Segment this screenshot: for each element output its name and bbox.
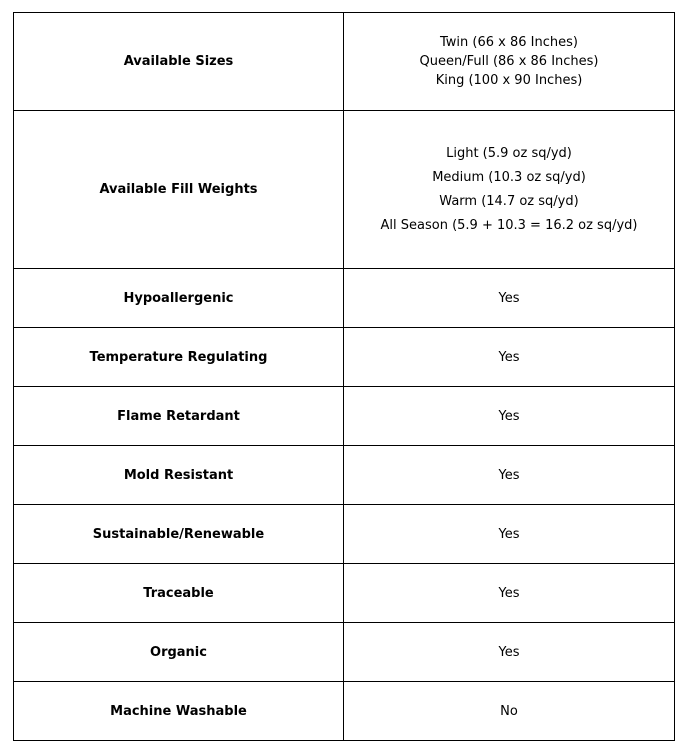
row-label: Machine Washable [14,682,344,741]
size-option: King (100 x 90 Inches) [435,73,583,88]
row-value: Yes [344,446,675,505]
table-row-machine-washable [14,682,675,741]
fill-weights-cell [344,111,675,269]
table-row-mold-resistant [14,446,675,505]
row-label: Temperature Regulating [14,328,344,387]
row-value: Yes [344,564,675,623]
row-label: Flame Retardant [14,387,344,446]
size-option: Queen/Full (86 x 86 Inches) [419,54,599,69]
fill-weight-option: Light (5.9 oz sq/yd) [446,146,572,161]
row-value: Yes [344,505,675,564]
table-row-fill-weights [14,111,675,269]
row-value: Yes [344,387,675,446]
fill-weight-option: Medium (10.3 oz sq/yd) [432,170,586,185]
product-spec-table [13,12,675,741]
row-value: No [344,682,675,741]
row-label: Traceable [14,564,344,623]
table-row-flame-retardant [14,387,675,446]
fill-weight-option: Warm (14.7 oz sq/yd) [439,194,579,209]
row-label: Hypoallergenic [14,269,344,328]
size-option: Twin (66 x 86 Inches) [440,35,578,50]
table-row-available-sizes [14,13,675,111]
row-label: Mold Resistant [14,446,344,505]
row-value: Yes [344,623,675,682]
row-label: Organic [14,623,344,682]
row-label: Available Sizes [14,13,344,111]
table-row-temperature-regulating [14,328,675,387]
table-row-traceable [14,564,675,623]
table-row-hypoallergenic [14,269,675,328]
table-row-organic [14,623,675,682]
fill-weight-option: All Season (5.9 + 10.3 = 16.2 oz sq/yd) [380,218,638,233]
table-row-sustainable-renewable [14,505,675,564]
row-value: Yes [344,328,675,387]
row-label: Available Fill Weights [14,111,344,269]
row-value: Yes [344,269,675,328]
sizes-cell [344,13,675,111]
row-label: Sustainable/Renewable [14,505,344,564]
